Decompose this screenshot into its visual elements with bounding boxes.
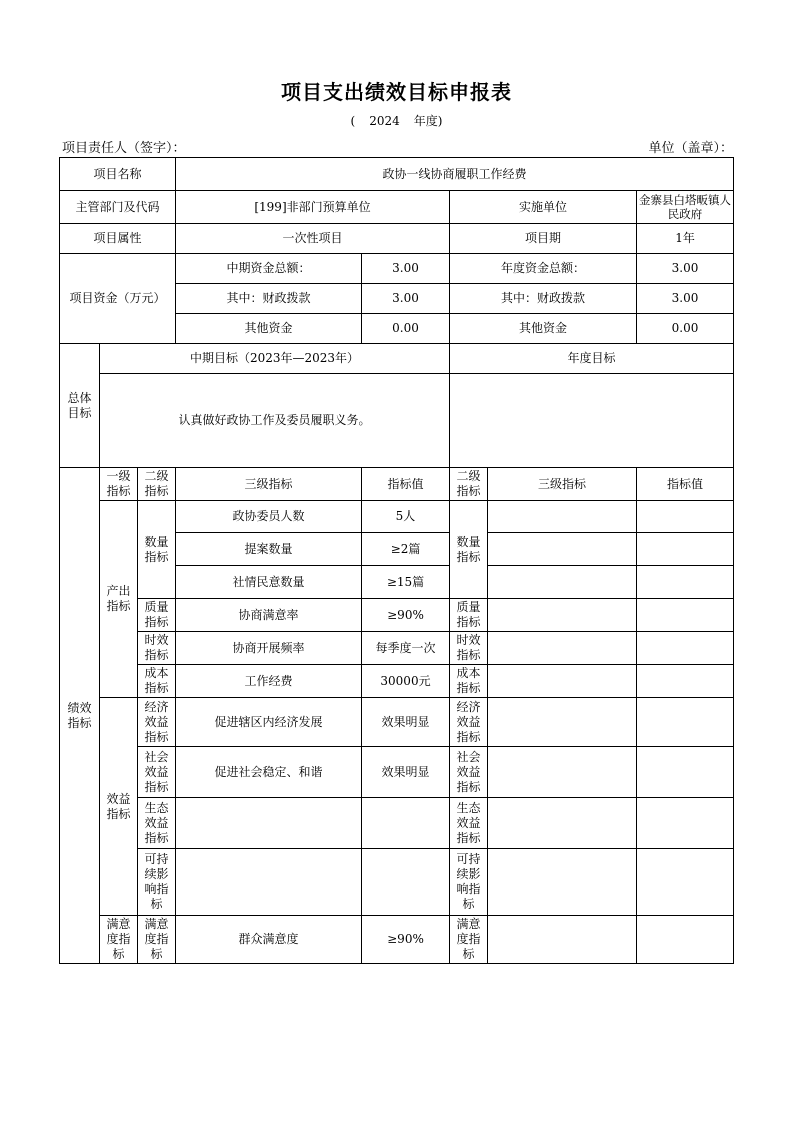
satisfaction-l2-label-right: 满意度指标 (450, 916, 488, 964)
project-name-label: 项目名称 (60, 158, 176, 191)
economic-benefit-label-right: 经济效益指标 (450, 698, 488, 747)
indicator-name-right (488, 533, 637, 566)
indicator-name: 促进社会稳定、和谐 (176, 747, 362, 798)
ecological-benefit-label-right: 生态效益指标 (450, 798, 488, 849)
indicator-name: 政协委员人数 (176, 501, 362, 533)
indicator-name-right (488, 632, 637, 665)
indicator-name: 工作经费 (176, 665, 362, 698)
indicator-name-right (488, 665, 637, 698)
quantity-indicator-label: 数量指标 (138, 501, 176, 599)
ecological-benefit-label: 生态效益指标 (138, 798, 176, 849)
indicator-value: 每季度一次 (362, 632, 450, 665)
performance-target-table (59, 157, 734, 964)
quality-indicator-label-right: 质量指标 (450, 599, 488, 632)
mid-fiscal-value: 3.00 (362, 284, 450, 314)
indicator-value-right (637, 698, 734, 747)
indicator-name-right (488, 698, 637, 747)
page-title: 项目支出绩效目标申报表 (281, 80, 512, 104)
indicator-value: ≥90% (362, 599, 450, 632)
sustainable-impact-label-right: 可持续影响指标 (450, 849, 488, 916)
indicator-name: 群众满意度 (176, 916, 362, 964)
indicator-value: 效果明显 (362, 747, 450, 798)
indicator-name: 社情民意数量 (176, 566, 362, 599)
mid-goal-text: 认真做好政协工作及委员履职义务。 (100, 374, 450, 468)
indicator-value (362, 849, 450, 916)
year-open: ( (350, 114, 356, 128)
timeliness-indicator-label-right: 时效指标 (450, 632, 488, 665)
indicator-name-right (488, 849, 637, 916)
output-indicator-label: 产出指标 (100, 501, 138, 698)
mid-other-label: 其他资金 (176, 314, 362, 344)
indicator-value-right (637, 849, 734, 916)
project-attr-value: 一次性项目 (176, 224, 450, 254)
year-goal-header: 年度目标 (450, 344, 734, 374)
indicator-value: ≥15篇 (362, 566, 450, 599)
indicator-name-right (488, 566, 637, 599)
indicator-value-right (637, 665, 734, 698)
social-benefit-label-right: 社会效益指标 (450, 747, 488, 798)
quality-indicator-label: 质量指标 (138, 599, 176, 632)
indicator-name-right (488, 798, 637, 849)
quantity-indicator-label-right: 数量指标 (450, 501, 488, 599)
indicator-value (362, 798, 450, 849)
header-level3-right: 三级指标 (488, 468, 637, 501)
cost-indicator-label-right: 成本指标 (450, 665, 488, 698)
indicator-value: ≥90% (362, 916, 450, 964)
year-value: 2024 (369, 114, 400, 128)
indicator-value: ≥2篇 (362, 533, 450, 566)
dept-label: 主管部门及代码 (60, 191, 176, 224)
year-fiscal-value: 3.00 (637, 284, 734, 314)
mid-fiscal-label: 其中：财政拨款 (176, 284, 362, 314)
year-total-value: 3.00 (637, 254, 734, 284)
year-suffix: 年度) (413, 114, 443, 128)
header-value: 指标值 (362, 468, 450, 501)
indicator-name: 促进辖区内经济发展 (176, 698, 362, 747)
indicator-value-right (637, 566, 734, 599)
overall-goal-label: 总体目标 (60, 344, 100, 468)
indicator-name-right (488, 916, 637, 964)
impl-unit-label: 实施单位 (450, 191, 637, 224)
economic-benefit-label: 经济效益指标 (138, 698, 176, 747)
year-fiscal-label: 其中：财政拨款 (450, 284, 637, 314)
responsible-person-label: 项目责任人（签字）： (62, 141, 186, 156)
mid-total-value: 3.00 (362, 254, 450, 284)
indicator-value-right (637, 501, 734, 533)
timeliness-indicator-label: 时效指标 (138, 632, 176, 665)
project-name-value: 政协一线协商履职工作经费 (176, 158, 734, 191)
indicator-value-right (637, 798, 734, 849)
indicator-name: 协商开展频率 (176, 632, 362, 665)
sustainable-impact-label: 可持续影响指标 (138, 849, 176, 916)
mid-total-label: 中期资金总额： (176, 254, 362, 284)
indicator-name-right (488, 747, 637, 798)
indicator-name (176, 849, 362, 916)
perf-indicator-label: 绩效指标 (60, 468, 100, 964)
indicator-name: 协商满意率 (176, 599, 362, 632)
indicator-name-right (488, 599, 637, 632)
mid-goal-header: 中期目标（2023年—2023年） (100, 344, 450, 374)
satisfaction-l2-label: 满意度指标 (138, 916, 176, 964)
satisfaction-l1-label: 满意度指标 (100, 916, 138, 964)
header-level3: 三级指标 (176, 468, 362, 501)
header-value-right: 指标值 (637, 468, 734, 501)
header-level2-right: 二级指标 (450, 468, 488, 501)
indicator-value-right (637, 747, 734, 798)
unit-seal-label: 单位（盖章）： (648, 141, 733, 156)
social-benefit-label: 社会效益指标 (138, 747, 176, 798)
header-level2: 二级指标 (138, 468, 176, 501)
year-goal-text (450, 374, 734, 468)
funds-label: 项目资金（万元） (60, 254, 176, 344)
indicator-value-right (637, 533, 734, 566)
year-line (0, 112, 793, 129)
header-level1: 一级指标 (100, 468, 138, 501)
mid-other-value: 0.00 (362, 314, 450, 344)
indicator-value-right (637, 599, 734, 632)
indicator-name-right (488, 501, 637, 533)
impl-unit-value: 金寨县白塔畈镇人民政府 (637, 191, 734, 224)
benefit-indicator-label: 效益指标 (100, 698, 138, 916)
dept-value: [199]非部门预算单位 (176, 191, 450, 224)
indicator-value-right (637, 632, 734, 665)
year-other-label: 其他资金 (450, 314, 637, 344)
indicator-value: 5人 (362, 501, 450, 533)
indicator-name (176, 798, 362, 849)
indicator-name: 提案数量 (176, 533, 362, 566)
indicator-value: 效果明显 (362, 698, 450, 747)
project-period-value: 1年 (637, 224, 734, 254)
project-period-label: 项目期 (450, 224, 637, 254)
year-other-value: 0.00 (637, 314, 734, 344)
indicator-value-right (637, 916, 734, 964)
project-attr-label: 项目属性 (60, 224, 176, 254)
year-total-label: 年度资金总额： (450, 254, 637, 284)
indicator-value: 30000元 (362, 665, 450, 698)
cost-indicator-label: 成本指标 (138, 665, 176, 698)
